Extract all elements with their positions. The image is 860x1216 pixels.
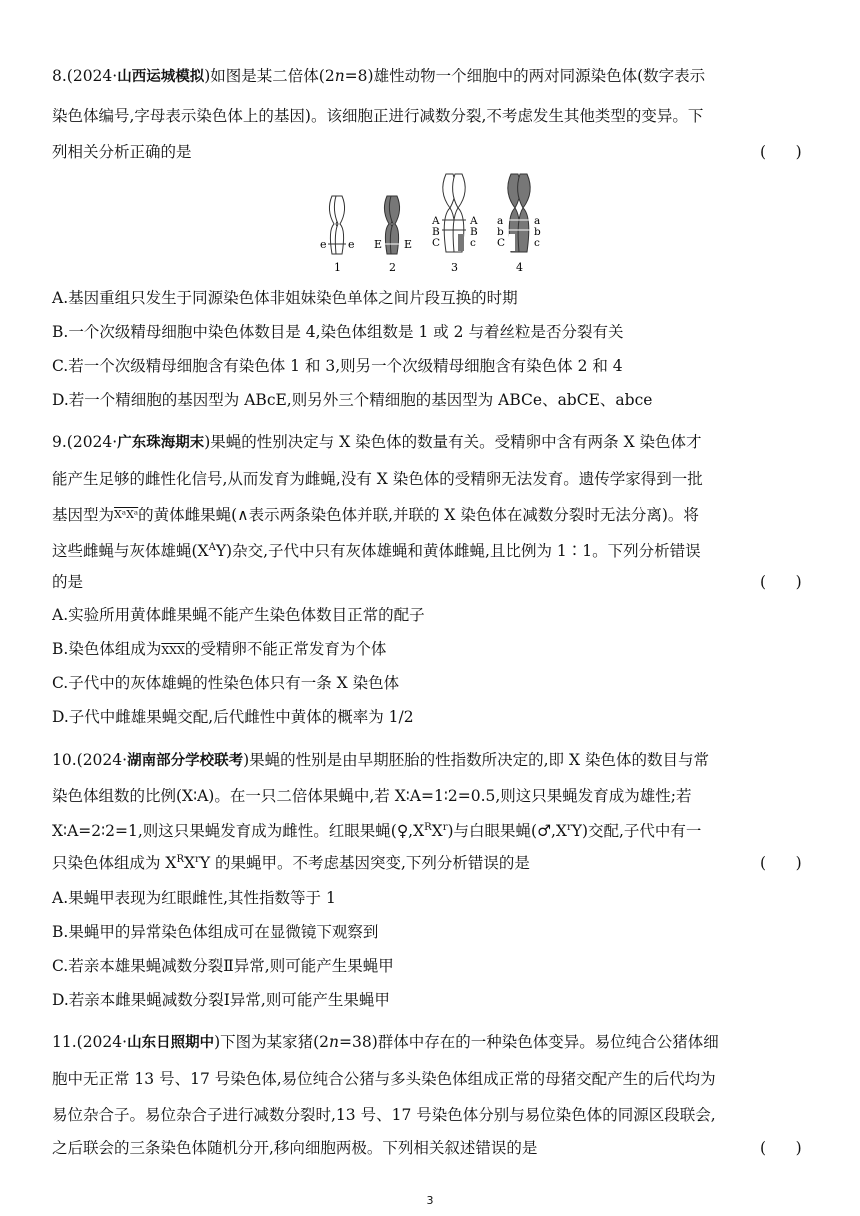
page-number: 3	[426, 1194, 434, 1207]
q10-text: Y 的果蝇甲。不考虑基因突变,下列分析错误的是	[199, 854, 530, 872]
q10-line-2: 染色体组数的比例(X∶A)。在一只二倍体果蝇中,若 X∶A=1∶2=0.5,则这只果蝇发育成为雄性;若	[52, 787, 692, 805]
gene-label: B	[470, 226, 478, 238]
q10-text: Y)交配,子代中有一	[571, 822, 702, 840]
question-number: 11.(2024·	[52, 1033, 128, 1051]
option-a: A.基因重组只发生于同源染色体非姐妹染色单体之间片段互换的时期	[52, 289, 518, 307]
q9-text: )果蝇的性别决定与 X 染色体的数量有关。受精卵中含有两条 X 染色体才	[204, 433, 702, 451]
superscript: R	[424, 821, 432, 833]
q10-line-1	[52, 750, 709, 771]
q9-text: 这些雌蝇与灰体雄蝇(X	[52, 542, 209, 560]
q9-text: B.染色体组成为	[52, 640, 162, 658]
option-b: B.一个次级精母细胞中染色体数目是 4,染色体组数是 1 或 2 与着丝粒是否分裂有关	[52, 323, 624, 341]
answer-blank: ( )	[760, 1139, 802, 1157]
chromosome-number: 4	[516, 261, 523, 274]
gene-label: c	[470, 237, 476, 249]
question-number: 9.(2024·	[52, 433, 118, 451]
chromosome-number: 1	[334, 261, 341, 274]
q10-text: )果蝇的性别是由早期胚胎的性指数所决定的,即 X 染色体的数目与常	[243, 751, 709, 769]
q9-text: 基因型为	[52, 506, 115, 524]
q11-text: =38)群体中存在的一种染色体变异。易位纯合公猪体细	[339, 1033, 719, 1051]
gene-label: e	[348, 238, 355, 251]
q8-line-3: 列相关分析正确的是	[52, 143, 192, 161]
q9-line-5: 的是	[52, 573, 84, 591]
q11-line-3: 易位杂合子。易位杂合子进行减数分裂时,13 号、17 号染色体分别与易位染色体的同源区段联会,	[52, 1106, 716, 1124]
q9-line-2: 能产生足够的雌性化信号,从而发育为雌蝇,没有 X 染色体的受精卵无法发育。遗传学家得到一批	[52, 470, 703, 488]
gene-label: e	[320, 238, 327, 251]
q10-text: X∶A=2∶2=1,则这只果蝇发育成为雌性。红眼果蝇(♀,X	[52, 822, 425, 840]
option-b	[52, 639, 386, 661]
question-source: 山东日照期中	[127, 1035, 215, 1051]
chromosome-2	[383, 196, 401, 254]
q10-text: 只染色体组成为 X	[52, 854, 177, 872]
option-b: B.果蝇甲的异常染色体组成可在显微镜下观察到	[52, 923, 379, 941]
attached-xx-notation: XᵃXᵃ	[114, 508, 139, 521]
option-d: D.子代中雌雄果蝇交配,后代雌性中黄体的概率为 1/2	[52, 708, 414, 726]
chromosome-number: 3	[451, 261, 458, 274]
n-variable: n	[329, 1033, 340, 1051]
q8-line-1	[52, 66, 705, 87]
gene-label: A	[432, 215, 440, 227]
option-c: C.若一个次级精母细胞含有染色体 1 和 3,则另一个次级精母细胞含有染色体 2 和 4	[52, 357, 623, 375]
gene-label: B	[432, 226, 440, 238]
option-c: C.子代中的灰体雄蝇的性染色体只有一条 X 染色体	[52, 674, 400, 692]
gene-label: b	[497, 226, 504, 238]
q9-text: Y)杂交,子代中只有灰体雄蝇和黄体雌蝇,且比例为 1∶1。下列分析错误	[215, 542, 701, 560]
superscript: r	[195, 853, 200, 865]
chromosome-number: 2	[389, 261, 396, 274]
question-number: 10.(2024·	[52, 751, 128, 769]
chromosome-1	[328, 196, 346, 254]
chromosome-4	[507, 174, 531, 252]
gene-label: c	[534, 237, 540, 249]
question-number: 8.(2024·	[52, 67, 118, 85]
q8-text: =8)雄性动物一个细胞中的两对同源染色体(数字表示	[344, 67, 706, 85]
q9-line-4	[52, 541, 701, 561]
q8-text: )如图是某二倍体(2	[204, 67, 335, 85]
answer-blank: ( )	[760, 143, 802, 161]
q9-line-3	[52, 505, 699, 527]
option-d: D.若一个精细胞的基因型为 ABcE,则另外三个精细胞的基因型为 ABCe、abCE、abce	[52, 391, 653, 409]
q9-line-1	[52, 432, 702, 453]
attached-xx-notation: $\overline{XXX}$	[161, 644, 185, 657]
chromosome-figure	[300, 168, 560, 276]
q11-text: )下图为某家猪(2	[214, 1033, 330, 1051]
answer-blank: ( )	[760, 573, 802, 591]
gene-label: A	[470, 215, 478, 227]
superscript: r	[566, 821, 572, 833]
q10-line-4	[52, 853, 530, 873]
gene-label: b	[534, 226, 541, 238]
answer-blank: ( )	[760, 854, 802, 872]
q9-text: 的受精卵不能正常发育为个体	[184, 640, 387, 658]
chromosome-3	[442, 174, 466, 252]
q11-line-4: 之后联会的三条染色体随机分开,移向细胞两极。下列相关叙述错误的是	[52, 1139, 538, 1157]
option-a: A.实验所用黄体雌果蝇不能产生染色体数目正常的配子	[52, 606, 425, 624]
gene-label: C	[432, 237, 441, 249]
option-a: A.果蝇甲表现为红眼雌性,其性指数等于 1	[52, 889, 336, 907]
gene-label: a	[534, 215, 541, 227]
q10-text: X	[184, 854, 196, 872]
q10-line-3	[52, 821, 701, 841]
superscript: R	[176, 853, 184, 865]
q8-line-2: 染色体编号,字母表示染色体上的基因)。该细胞正进行减数分裂,不考虑发生其他类型的变异。下	[52, 107, 704, 125]
q11-line-2: 胞中无正常 13 号、17 号染色体,易位纯合公猪与多头染色体组成正常的母猪交配产生的后代均为	[52, 1070, 716, 1088]
q11-line-1	[52, 1032, 719, 1053]
q9-text: 的黄体雌果蝇(∧表示两条染色体并联,并联的 X 染色体在减数分裂时无法分离)。将	[138, 506, 699, 524]
q10-text: X	[431, 822, 443, 840]
option-c: C.若亲本雄果蝇减数分裂Ⅱ异常,则可能产生果蝇甲	[52, 957, 394, 975]
option-d: D.若亲本雌果蝇减数分裂Ⅰ异常,则可能产生果蝇甲	[52, 991, 390, 1009]
gene-label: C	[497, 237, 506, 249]
n-variable: n	[334, 67, 345, 85]
q10-text: )与白眼果蝇(♂,X	[447, 822, 567, 840]
gene-label: E	[404, 238, 413, 251]
gene-label: E	[374, 238, 383, 251]
question-source: 山西运城模拟	[117, 69, 205, 85]
superscript: r	[442, 821, 448, 833]
question-source: 湖南部分学校联考	[127, 753, 244, 769]
question-source: 广东珠海期末	[117, 435, 205, 451]
chromosome-diagram	[300, 168, 560, 276]
superscript: A	[208, 541, 216, 553]
gene-label: a	[497, 215, 504, 227]
